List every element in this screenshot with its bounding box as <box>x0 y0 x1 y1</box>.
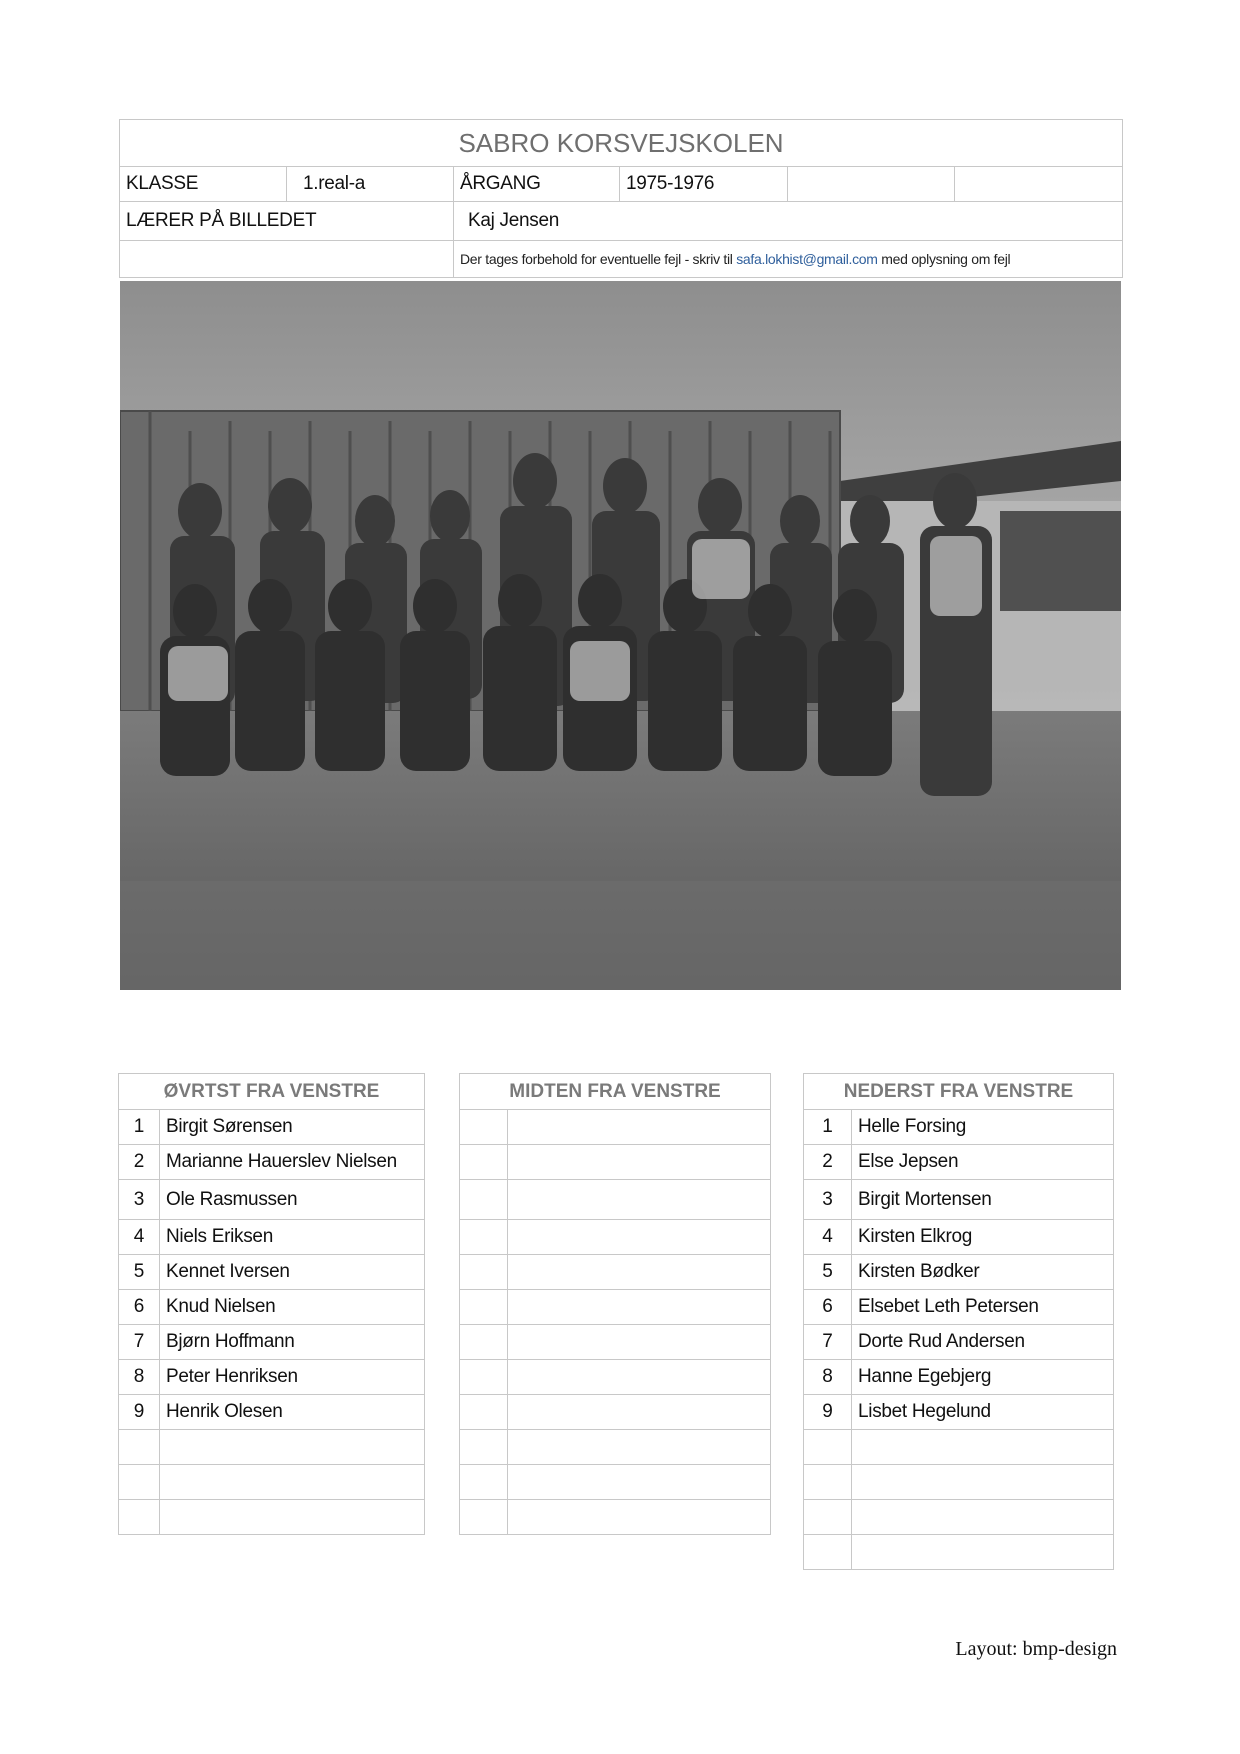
table-row <box>804 1465 1114 1500</box>
row-name: Dorte Rud Andersen <box>852 1325 1114 1360</box>
row-name <box>160 1500 425 1535</box>
table-row <box>804 1220 1114 1255</box>
class-value: 1.real-a <box>287 167 454 202</box>
empty-cell <box>955 167 1123 202</box>
table-row <box>119 1220 425 1255</box>
table-row <box>460 1430 771 1465</box>
table-row <box>804 1360 1114 1395</box>
row-name <box>508 1145 771 1180</box>
table-row <box>460 1180 771 1220</box>
email-link[interactable]: safa.lokhist@gmail.com <box>736 251 878 267</box>
row-number <box>460 1325 508 1360</box>
table-row <box>460 1325 771 1360</box>
table-row <box>804 1290 1114 1325</box>
table-row <box>804 1325 1114 1360</box>
row-number: 8 <box>804 1360 852 1395</box>
table-row <box>460 1360 771 1395</box>
table-row <box>804 1395 1114 1430</box>
row-name: Peter Henriksen <box>160 1360 425 1395</box>
row-number: 5 <box>119 1255 160 1290</box>
year-value: 1975-1976 <box>620 167 788 202</box>
row-number: 8 <box>119 1360 160 1395</box>
empty-cell <box>788 167 955 202</box>
row-number <box>119 1430 160 1465</box>
table-row <box>460 1290 771 1325</box>
table-row <box>460 1500 771 1535</box>
row-name: Kennet Iversen <box>160 1255 425 1290</box>
row-name: Kirsten Bødker <box>852 1255 1114 1290</box>
row-name: Kirsten Elkrog <box>852 1220 1114 1255</box>
row-number: 6 <box>804 1290 852 1325</box>
teacher-value: Kaj Jensen <box>454 202 1123 241</box>
header-table <box>119 119 1123 278</box>
table-row <box>119 1110 425 1145</box>
row-name <box>508 1430 771 1465</box>
table-row <box>119 1430 425 1465</box>
row-name: Ole Rasmussen <box>160 1180 425 1220</box>
row-number: 1 <box>119 1110 160 1145</box>
table-row <box>119 1290 425 1325</box>
row-number <box>460 1500 508 1535</box>
row-name <box>852 1430 1114 1465</box>
row-number <box>460 1180 508 1220</box>
row-number <box>460 1290 508 1325</box>
table-row <box>804 1145 1114 1180</box>
row-name <box>508 1325 771 1360</box>
row-name: Hanne Egebjerg <box>852 1360 1114 1395</box>
row-name <box>508 1110 771 1145</box>
table-row <box>119 1465 425 1500</box>
disclaimer-prefix: Der tages forbehold for eventuelle fejl - skriv til <box>460 251 733 267</box>
row-name: Helle Forsing <box>852 1110 1114 1145</box>
table-row <box>804 1500 1114 1535</box>
row-number <box>460 1255 508 1290</box>
row-number <box>804 1535 852 1570</box>
row-number <box>119 1465 160 1500</box>
table-row <box>460 1255 771 1290</box>
row-number: 9 <box>119 1395 160 1430</box>
table-row <box>804 1180 1114 1220</box>
teacher-label: LÆRER PÅ BILLEDET <box>120 202 454 241</box>
list-middle-table <box>459 1073 771 1535</box>
row-number: 4 <box>119 1220 160 1255</box>
row-number: 6 <box>119 1290 160 1325</box>
table-row <box>804 1430 1114 1465</box>
table-row <box>460 1220 771 1255</box>
table-row <box>804 1255 1114 1290</box>
row-number: 3 <box>119 1180 160 1220</box>
table-row <box>119 1180 425 1220</box>
row-number: 2 <box>119 1145 160 1180</box>
row-number: 1 <box>804 1110 852 1145</box>
row-name <box>508 1360 771 1395</box>
table-row <box>119 1145 425 1180</box>
table-row <box>460 1465 771 1500</box>
row-name: Knud Nielsen <box>160 1290 425 1325</box>
list-bottom-table <box>803 1073 1114 1570</box>
row-name <box>852 1465 1114 1500</box>
list-top-table <box>118 1073 425 1535</box>
table-row <box>460 1145 771 1180</box>
row-name: Elsebet Leth Petersen <box>852 1290 1114 1325</box>
empty-cell <box>120 241 454 278</box>
row-number <box>460 1360 508 1395</box>
row-name <box>508 1290 771 1325</box>
table-row <box>460 1395 771 1430</box>
disclaimer-suffix: med oplysning om fejl <box>881 251 1011 267</box>
list-top-heading: ØVRTST FRA VENSTRE <box>119 1074 425 1110</box>
row-name <box>160 1465 425 1500</box>
class-photo-illustration <box>120 281 1121 990</box>
row-name: Birgit Sørensen <box>160 1110 425 1145</box>
layout-credit: Layout: bmp-design <box>955 1638 1117 1660</box>
table-row <box>804 1110 1114 1145</box>
row-number <box>460 1395 508 1430</box>
table-row <box>119 1500 425 1535</box>
table-row <box>119 1255 425 1290</box>
table-row <box>119 1325 425 1360</box>
row-name <box>508 1395 771 1430</box>
row-name <box>852 1535 1114 1570</box>
row-number: 7 <box>804 1325 852 1360</box>
row-name <box>852 1500 1114 1535</box>
row-number <box>460 1220 508 1255</box>
row-number <box>460 1145 508 1180</box>
disclaimer <box>454 241 1123 278</box>
table-row <box>460 1110 771 1145</box>
row-number <box>460 1430 508 1465</box>
row-number: 3 <box>804 1180 852 1220</box>
school-title: SABRO KORSVEJSKOLEN <box>120 120 1123 167</box>
row-number <box>119 1500 160 1535</box>
row-number <box>804 1465 852 1500</box>
class-photo <box>120 281 1121 990</box>
row-name <box>508 1465 771 1500</box>
row-name <box>160 1430 425 1465</box>
table-row <box>119 1395 425 1430</box>
row-number <box>804 1430 852 1465</box>
row-name <box>508 1180 771 1220</box>
row-name: Marianne Hauerslev Nielsen <box>160 1145 425 1180</box>
list-bottom-heading: NEDERST FRA VENSTRE <box>804 1074 1114 1110</box>
row-name: Birgit Mortensen <box>852 1180 1114 1220</box>
row-number: 4 <box>804 1220 852 1255</box>
row-name: Bjørn Hoffmann <box>160 1325 425 1360</box>
year-label: ÅRGANG <box>454 167 620 202</box>
row-name: Niels Eriksen <box>160 1220 425 1255</box>
row-name: Henrik Olesen <box>160 1395 425 1430</box>
row-number: 2 <box>804 1145 852 1180</box>
row-number: 5 <box>804 1255 852 1290</box>
class-label: KLASSE <box>120 167 287 202</box>
row-name <box>508 1500 771 1535</box>
row-name: Lisbet Hegelund <box>852 1395 1114 1430</box>
row-number: 7 <box>119 1325 160 1360</box>
row-name <box>508 1220 771 1255</box>
list-middle-heading: MIDTEN FRA VENSTRE <box>460 1074 771 1110</box>
row-name <box>508 1255 771 1290</box>
row-name: Else Jepsen <box>852 1145 1114 1180</box>
row-number <box>804 1500 852 1535</box>
table-row <box>804 1535 1114 1570</box>
row-number <box>460 1110 508 1145</box>
row-number: 9 <box>804 1395 852 1430</box>
table-row <box>119 1360 425 1395</box>
row-number <box>460 1465 508 1500</box>
